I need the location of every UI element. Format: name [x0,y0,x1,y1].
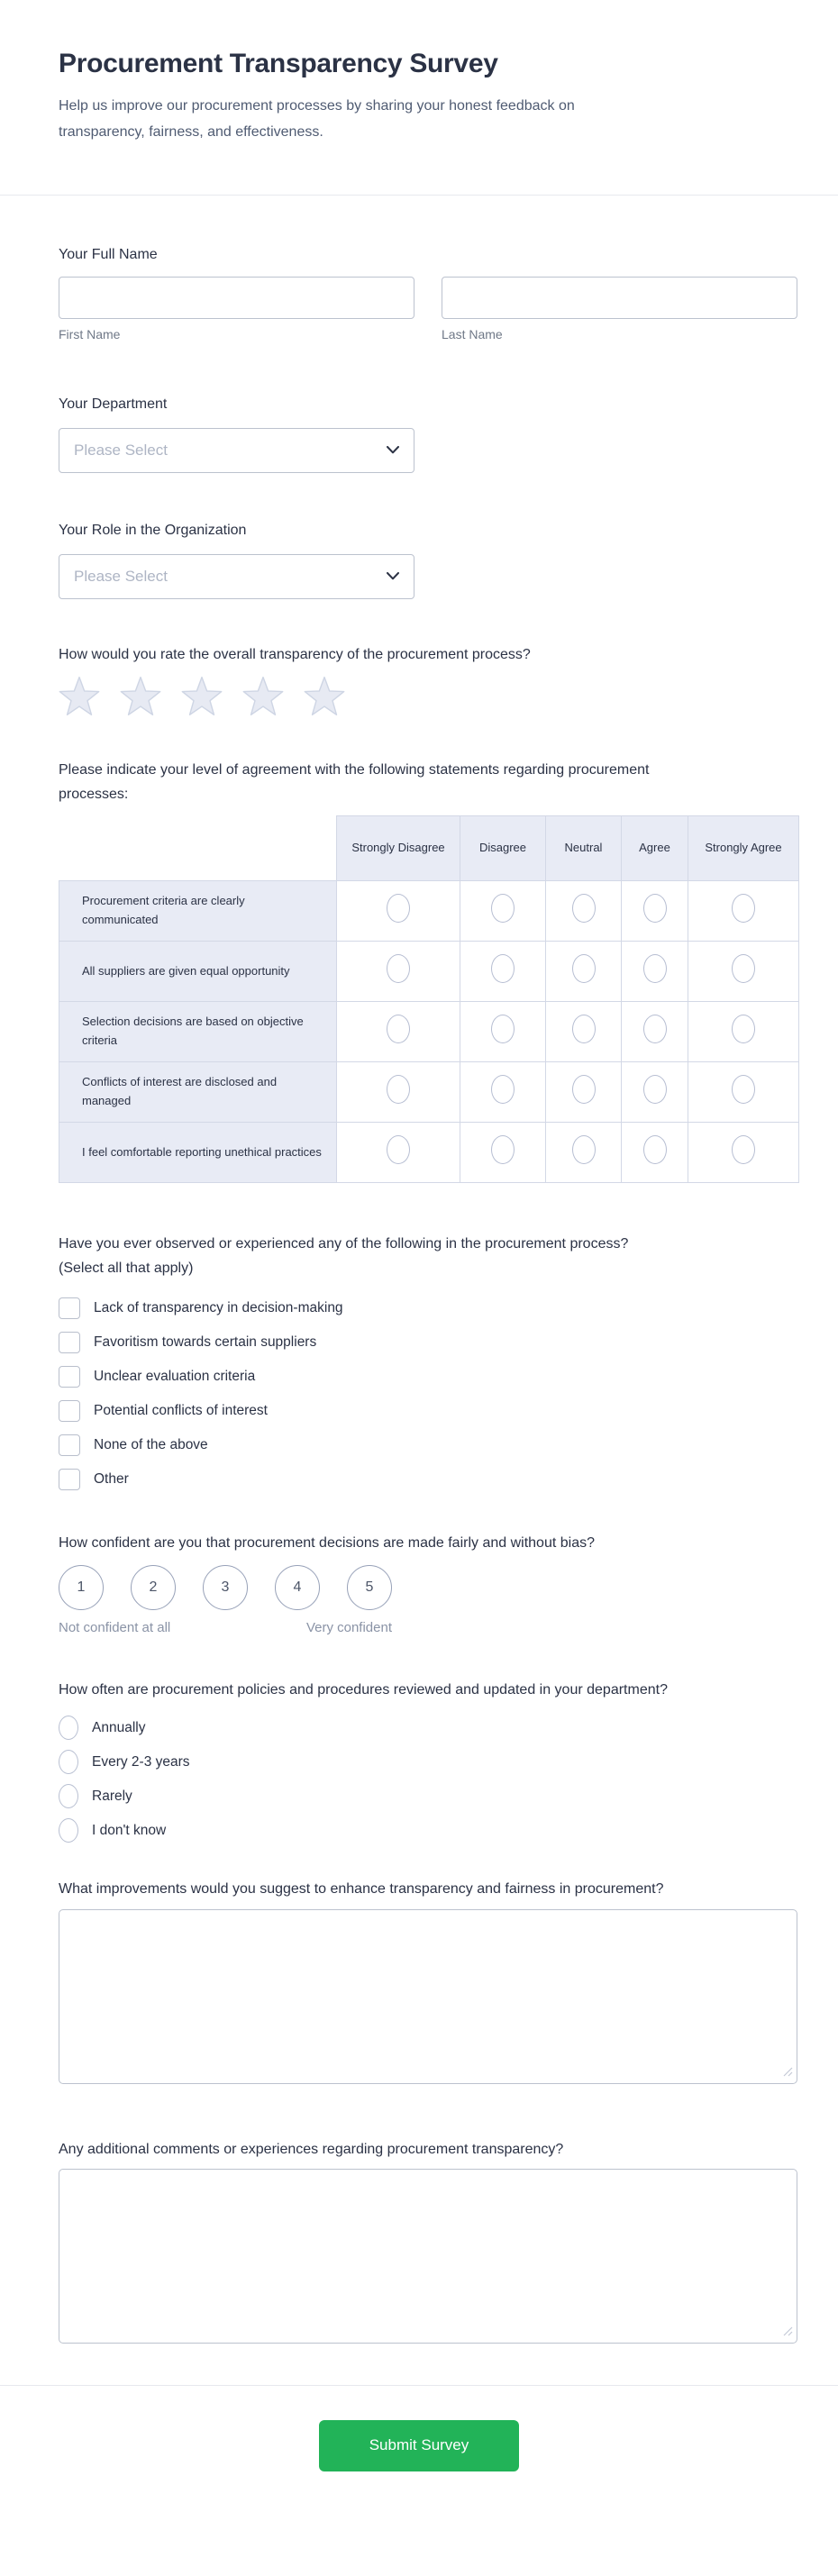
matrix-radio[interactable] [387,1075,410,1104]
radio-option[interactable] [59,1745,797,1780]
question-label: Any additional comments or experiences regarding procurement transparency? [59,2141,564,2157]
question-label: Have you ever observed or experienced any of the following in the procurement process? (Select all that apply) [59,1235,629,1276]
checkbox-icon[interactable] [59,1332,80,1353]
matrix-radio[interactable] [643,1015,667,1043]
checkbox-list [59,1291,797,1497]
page-title: Procurement Transparency Survey [59,49,498,78]
form-body [0,246,838,2348]
radio-label: I don't know [92,1822,167,1838]
question-review-frequency [59,1678,797,1848]
chevron-down-icon [387,442,399,459]
matrix-col-header: Strongly Disagree [337,815,460,880]
checkbox-label: Other [94,1470,129,1487]
checkbox-option[interactable] [59,1360,797,1394]
radio-label: Rarely [92,1788,132,1804]
matrix-row [59,880,799,941]
scale-labels [59,1617,392,1638]
question-observed [59,1232,797,1497]
matrix-col-header: Disagree [460,815,546,880]
question-confidence [59,1534,797,1638]
matrix-radio[interactable] [643,1135,667,1164]
checkbox-label: Potential conflicts of interest [94,1402,268,1418]
radio-list [59,1711,797,1848]
question-label: How confident are you that procurement decisions are made fairly and without bias? [59,1534,595,1551]
question-full-name [59,246,797,341]
page-subtitle: Help us improve our procurement processes by sharing your honest feedback on transparency, fairness, and effectiveness. [59,98,575,140]
last-name-input[interactable] [442,277,797,319]
improvements-textarea[interactable] [59,1909,797,2084]
first-name-sublabel: First Name [59,326,121,341]
matrix-row [59,1061,799,1122]
matrix-radio[interactable] [643,1075,667,1104]
header-divider [0,195,838,196]
radio-label: Every 2-3 years [92,1753,190,1770]
matrix-radio[interactable] [732,1135,755,1164]
matrix-radio[interactable] [572,1135,596,1164]
matrix-radio[interactable] [732,1015,755,1043]
role-select-value: Please Select [74,567,168,585]
question-label: How often are procurement policies and procedures reviewed and updated in your department? [59,1681,668,1698]
question-role [59,522,797,599]
agreement-matrix [59,815,799,1183]
matrix-radio[interactable] [491,1075,515,1104]
radio-icon[interactable] [59,1784,78,1808]
checkbox-label: Favoritism towards certain suppliers [94,1334,317,1350]
checkbox-option[interactable] [59,1394,797,1428]
matrix-row-label: I feel comfortable reporting unethical practices [59,1122,337,1182]
question-label: What improvements would you suggest to enhance transparency and fairness in procurement? [59,1880,664,1897]
submit-button[interactable]: Submit Survey [319,2420,519,2471]
matrix-radio[interactable] [387,1015,410,1043]
matrix-row-label: All suppliers are given equal opportunity [59,941,337,1001]
question-label: Please indicate your level of agreement with the following statements regarding procurement processes: [59,761,650,802]
matrix-radio[interactable] [387,954,410,983]
question-label: Your Department [59,396,168,412]
scale-min-label: Not confident at all [59,1619,171,1635]
matrix-radio[interactable] [572,1015,596,1043]
star-icon[interactable] [120,675,161,716]
radio-icon[interactable] [59,1750,78,1774]
last-name-sublabel: Last Name [442,326,503,341]
matrix-col-header: Strongly Agree [688,815,799,880]
first-name-col [59,277,414,341]
chevron-down-icon [387,569,399,585]
matrix-radio[interactable] [732,894,755,923]
star-icon[interactable] [181,675,223,716]
matrix-row-label: Procurement criteria are clearly communicated [59,880,337,941]
checkbox-icon[interactable] [59,1366,80,1388]
scale-option-1[interactable]: 1 [59,1565,104,1610]
star-icon[interactable] [59,675,100,716]
matrix-radio[interactable] [643,954,667,983]
checkbox-label: Lack of transparency in decision-making [94,1299,343,1315]
matrix-corner-cell [59,815,337,880]
matrix-radio[interactable] [491,1135,515,1164]
matrix-radio[interactable] [572,894,596,923]
matrix-radio[interactable] [643,894,667,923]
comments-textarea[interactable] [59,2169,797,2344]
scale-max-label: Very confident [305,1619,392,1635]
matrix-row-label: Selection decisions are based on objective criteria [59,1001,337,1061]
checkbox-option[interactable] [59,1325,797,1360]
department-select[interactable] [59,428,414,473]
star-icon[interactable] [242,675,284,716]
checkbox-icon[interactable] [59,1469,80,1490]
radio-icon[interactable] [59,1716,78,1740]
checkbox-icon[interactable] [59,1434,80,1456]
matrix-radio[interactable] [732,1075,755,1104]
matrix-radio[interactable] [572,954,596,983]
question-comments [59,2141,797,2348]
question-improvements [59,1877,797,2089]
scale-option-5[interactable]: 5 [347,1565,392,1610]
form-footer [0,2386,838,2518]
matrix-radio[interactable] [572,1075,596,1104]
matrix-row-label: Conflicts of interest are disclosed and managed [59,1061,337,1122]
matrix-header-row [59,815,799,880]
radio-icon[interactable] [59,1818,78,1843]
radio-option[interactable] [59,1711,797,1745]
radio-option[interactable] [59,1780,797,1814]
matrix-col-header: Agree [622,815,688,880]
matrix-radio[interactable] [387,1135,410,1164]
checkbox-label: Unclear evaluation criteria [94,1368,256,1384]
matrix-row [59,1122,799,1182]
matrix-row [59,941,799,1001]
checkbox-option[interactable] [59,1291,797,1325]
star-icon[interactable] [304,675,345,716]
form-header [0,0,838,146]
last-name-col [442,277,797,341]
scale-option-2[interactable]: 2 [131,1565,176,1610]
radio-label: Annually [92,1719,146,1735]
matrix-radio[interactable] [491,1015,515,1043]
question-rating [59,646,797,716]
textarea-wrap [59,1909,797,2089]
matrix-radio[interactable] [491,894,515,923]
question-label: Your Full Name [59,246,158,262]
confidence-scale [59,1565,797,1610]
question-label: How would you rate the overall transparency of the procurement process? [59,646,531,662]
department-select-value: Please Select [74,441,168,459]
textarea-wrap [59,2169,797,2348]
question-matrix [59,758,797,1183]
matrix-col-header: Neutral [546,815,622,880]
scale-option-4[interactable]: 4 [275,1565,320,1610]
scale-option-3[interactable]: 3 [203,1565,248,1610]
checkbox-option[interactable] [59,1428,797,1462]
checkbox-option[interactable] [59,1462,797,1497]
matrix-radio[interactable] [491,954,515,983]
checkbox-icon[interactable] [59,1400,80,1422]
radio-option[interactable] [59,1814,797,1848]
matrix-row [59,1001,799,1061]
question-label: Your Role in the Organization [59,522,247,538]
role-select[interactable] [59,554,414,599]
name-row [59,277,797,341]
matrix-radio[interactable] [732,954,755,983]
checkbox-label: None of the above [94,1436,208,1452]
question-department [59,396,797,473]
star-rating [59,675,797,716]
checkbox-icon[interactable] [59,1297,80,1319]
matrix-radio[interactable] [387,894,410,923]
first-name-input[interactable] [59,277,414,319]
